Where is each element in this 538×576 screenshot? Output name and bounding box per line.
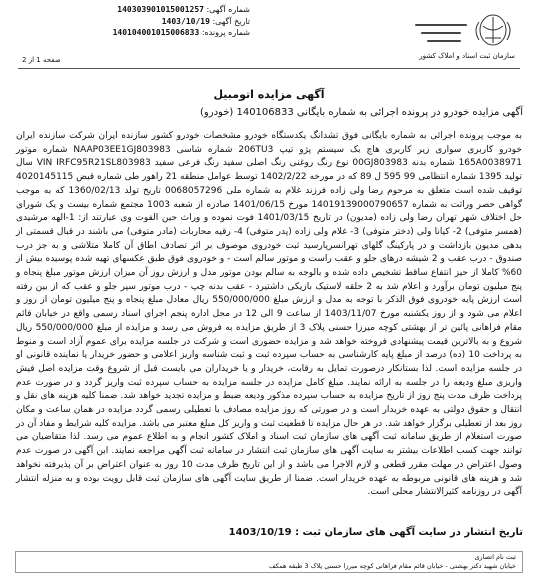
header-divider (18, 68, 520, 69)
notice-title: آگهی مزایده اتومبیل (213, 88, 325, 101)
publish-date-value: 1403/10/19 (228, 527, 292, 538)
footer-address-box (15, 551, 523, 573)
footer-address: خیابان شهید دکتر بهشتی - خیابان قائم مقام فراهانی کوچه میرزا حسنی پلاک 3 طبقه همکف (268, 562, 516, 570)
emblem-icon (375, 8, 525, 52)
publish-date-label: تاریخ انتشار در سایت آگهی های سازمان ثبت : (295, 527, 523, 538)
organization-name: سازمان ثبت اسناد و املاک کشور (419, 52, 515, 60)
meta-notice-date (70, 16, 250, 28)
meta-case-number (70, 27, 250, 39)
notice-subtitle: آگهی مزایده خودرو در پرونده اجرائی به شماره بایگانی 140106833 (خودرو) (200, 107, 523, 118)
publish-date (15, 527, 523, 538)
meta-label: شماره آگهی: (206, 5, 250, 14)
notice-body: به موجب پرونده اجرائی به شماره بایگانی فوق تشدانگ یکدستگاه خودرو مشخصات خودرو کشور سازنده ایران شرکت سازنده ایران خودرو کاربری سواری زیر کاربری هاچ بک سیستم پژو تیپ 206TU3 شماره شاسی NAAP03EE1GJ803983 شماره موتور 165A0038971 شماره بدنه 00GJ803983 نوع رنگ روغنی رنگ اصلی سفید رنگ فرعی سفید VIN IRFC95R21SL803983 سال تولید 1395 شماره انتظامی 99 595 ل 89 که در مورخه 1402/2/22 توسط عوامل منطقه 21 راهور طی شماره قبض 4020145115 توقیف شده است متعلق به مرحوم رضا ولی زاده فرزند غلام به شماره ملی 0068057296 تاریخ تولد 1360/02/13 که به موجب گواهی حصر وراثت به شماره 14019139000790657 مورخ 1401/06/15 صادره از شعبه 1003 مجتمع شماره بیست و یک شورای حل اختلاف شهر تهران رضا ولی زاده (مدیون) در تاریخ 1401/03/15 فوت نموده و وراث حین الفوت وی عبارتند از: 1-الهه مرشیدی (همسر متوفی) 2- کیانا ولی (دختر متوفی) 3- غلام ولی زاده (پدر متوفی) 4- رقیه محاربات (مادر متوفی) می باشند در قبال قسمتی از بدهی مدیون بازداشت و در پارکینگ گلهای تهرانسرپارسید ثبت خودروی موصوف بر اثر تصادف اطاق آن کاملا متلاشی و به جز درب صندوق - درب عقب و 2 شیشه درهای جلو و عقب راست و موتور سالم است - و خودروی فوق طبق عکسهای تهیه شده پوسیده بیش از 60% کاملا از حیز انتفاع ساقط تشخیص داده شده و بالوجه به سالم بودن موتور مدل و ارزش روز آن میزان ارزش موتور مبلغ پنجاه و پنج میلیون تومان برآورد و اعلام شد به 2 حلقه لاستیک بازیکی داشتیرد - عقب بدنه چپ - درب موتور سپر جلو و عقب که از بین رفته است ارزش پایه خودروی فوق الذکر با توجه به مدل و ارزش مبلغ 550/000/000 ریال معادل مبلغ پنجاه و پنج میلیون تومان از روز و اعلام می شود و از روز یکشنبه مورخ 1403/11/07 از ساعت 9 الی 12 در محل اداره پنجم اجرای اسناد رسمی واقع در خیابان قائم مقام فراهانی پائین تر از بهشتی کوچه میرزا حسنی پلاک 3 از طریق مزایده به فروش می رسد و مزایده از مبلغ 550/000/000 ریال شروع و به بالاترین قیمت پیشنهادی فروخته خواهد شد و مزایده حضوری است و شرکت در جلسه مزایده برای عموم آزاد است و منوط به پرداخت 10 (ده) درصد از مبلغ پایه کارشناسی به حساب سپرده ثبت و ثبت شناسه واریز اعلامی و حضور خریدار یا نماینده قانونی او در جلسه مزایده است. لذا بستانکار درصورت تمایل به رقابت، خریدار و یا خریداران می بایست قبل از شروع وقت مزایده اصل فیش واریزی مبلغ ودیعه را در جلسه به ارائه نمایند. مبلغ کامل مزایده در جلسه مزایده به حساب سپرده ثبت واریز گردد و در صورت عدم پرداخت ظرف مدت پنج روز از تاریخ مزایده به حساب سپرده مذکور ودیعه ضبط و مزایده تجدید خواهد شد. ضمنا کلیه هزینه های نقل و انتقال و حقوق دولتی به عهده خریدار است و در صورتی که روز مزایده مصادف با تعطیلی رسمی گردد مزایده در همان ساعت و مکان روز بعد از تعطیلی برگزار خواهد شد. در هر حال مزایده تا قطعیت ثبت و واریز کل مبلغ معتبر می باشد. مزایده کلیه شرایط و مفاد آن در صورت استعلام از طریق سامانه ثبت آگهی های سازمان ثبت اسناد و املاک کشور انجام و به اطلاع عموم می رسد. لذا متقاضیان می توانند جهت کسب اطلاعات بیشتر به سایت آگهی های سازمان ثبت انتشار در سامانه ثبت آگهی مراجعه نمایند. این آگهی در صورت عدم وصول اعتراض در مهلت مقرر قطعی و لازم الاجرا می باشد و از این تاریخ ظرف مدت 10 روز به عنوان اعتراض بر آن پذیرفته نخواهد شد و هزینه های قانونی مربوطه به عهده خریدار است. ضمنا از طریق سایت آگهی های سازمان ثبت قابل رویت بوده و به منزله انتشار آگهی در روزنامه کثیرالانتشار محلی است. (16, 131, 523, 498)
meta-value: 1403/10/19 (161, 16, 210, 26)
organization-logo (375, 8, 525, 66)
page-number: صفحه 1 از 2 (22, 56, 61, 64)
meta-value: 140303901015001257 (117, 5, 204, 14)
meta-value: 140104001015006833 (112, 28, 200, 37)
footer-line: ثبت نام اتصاری (474, 553, 516, 561)
meta-label: شماره پرونده: (201, 28, 250, 37)
notice-meta (70, 4, 250, 39)
meta-label: تاریخ آگهی: (212, 16, 250, 26)
meta-notice-number (70, 4, 250, 16)
